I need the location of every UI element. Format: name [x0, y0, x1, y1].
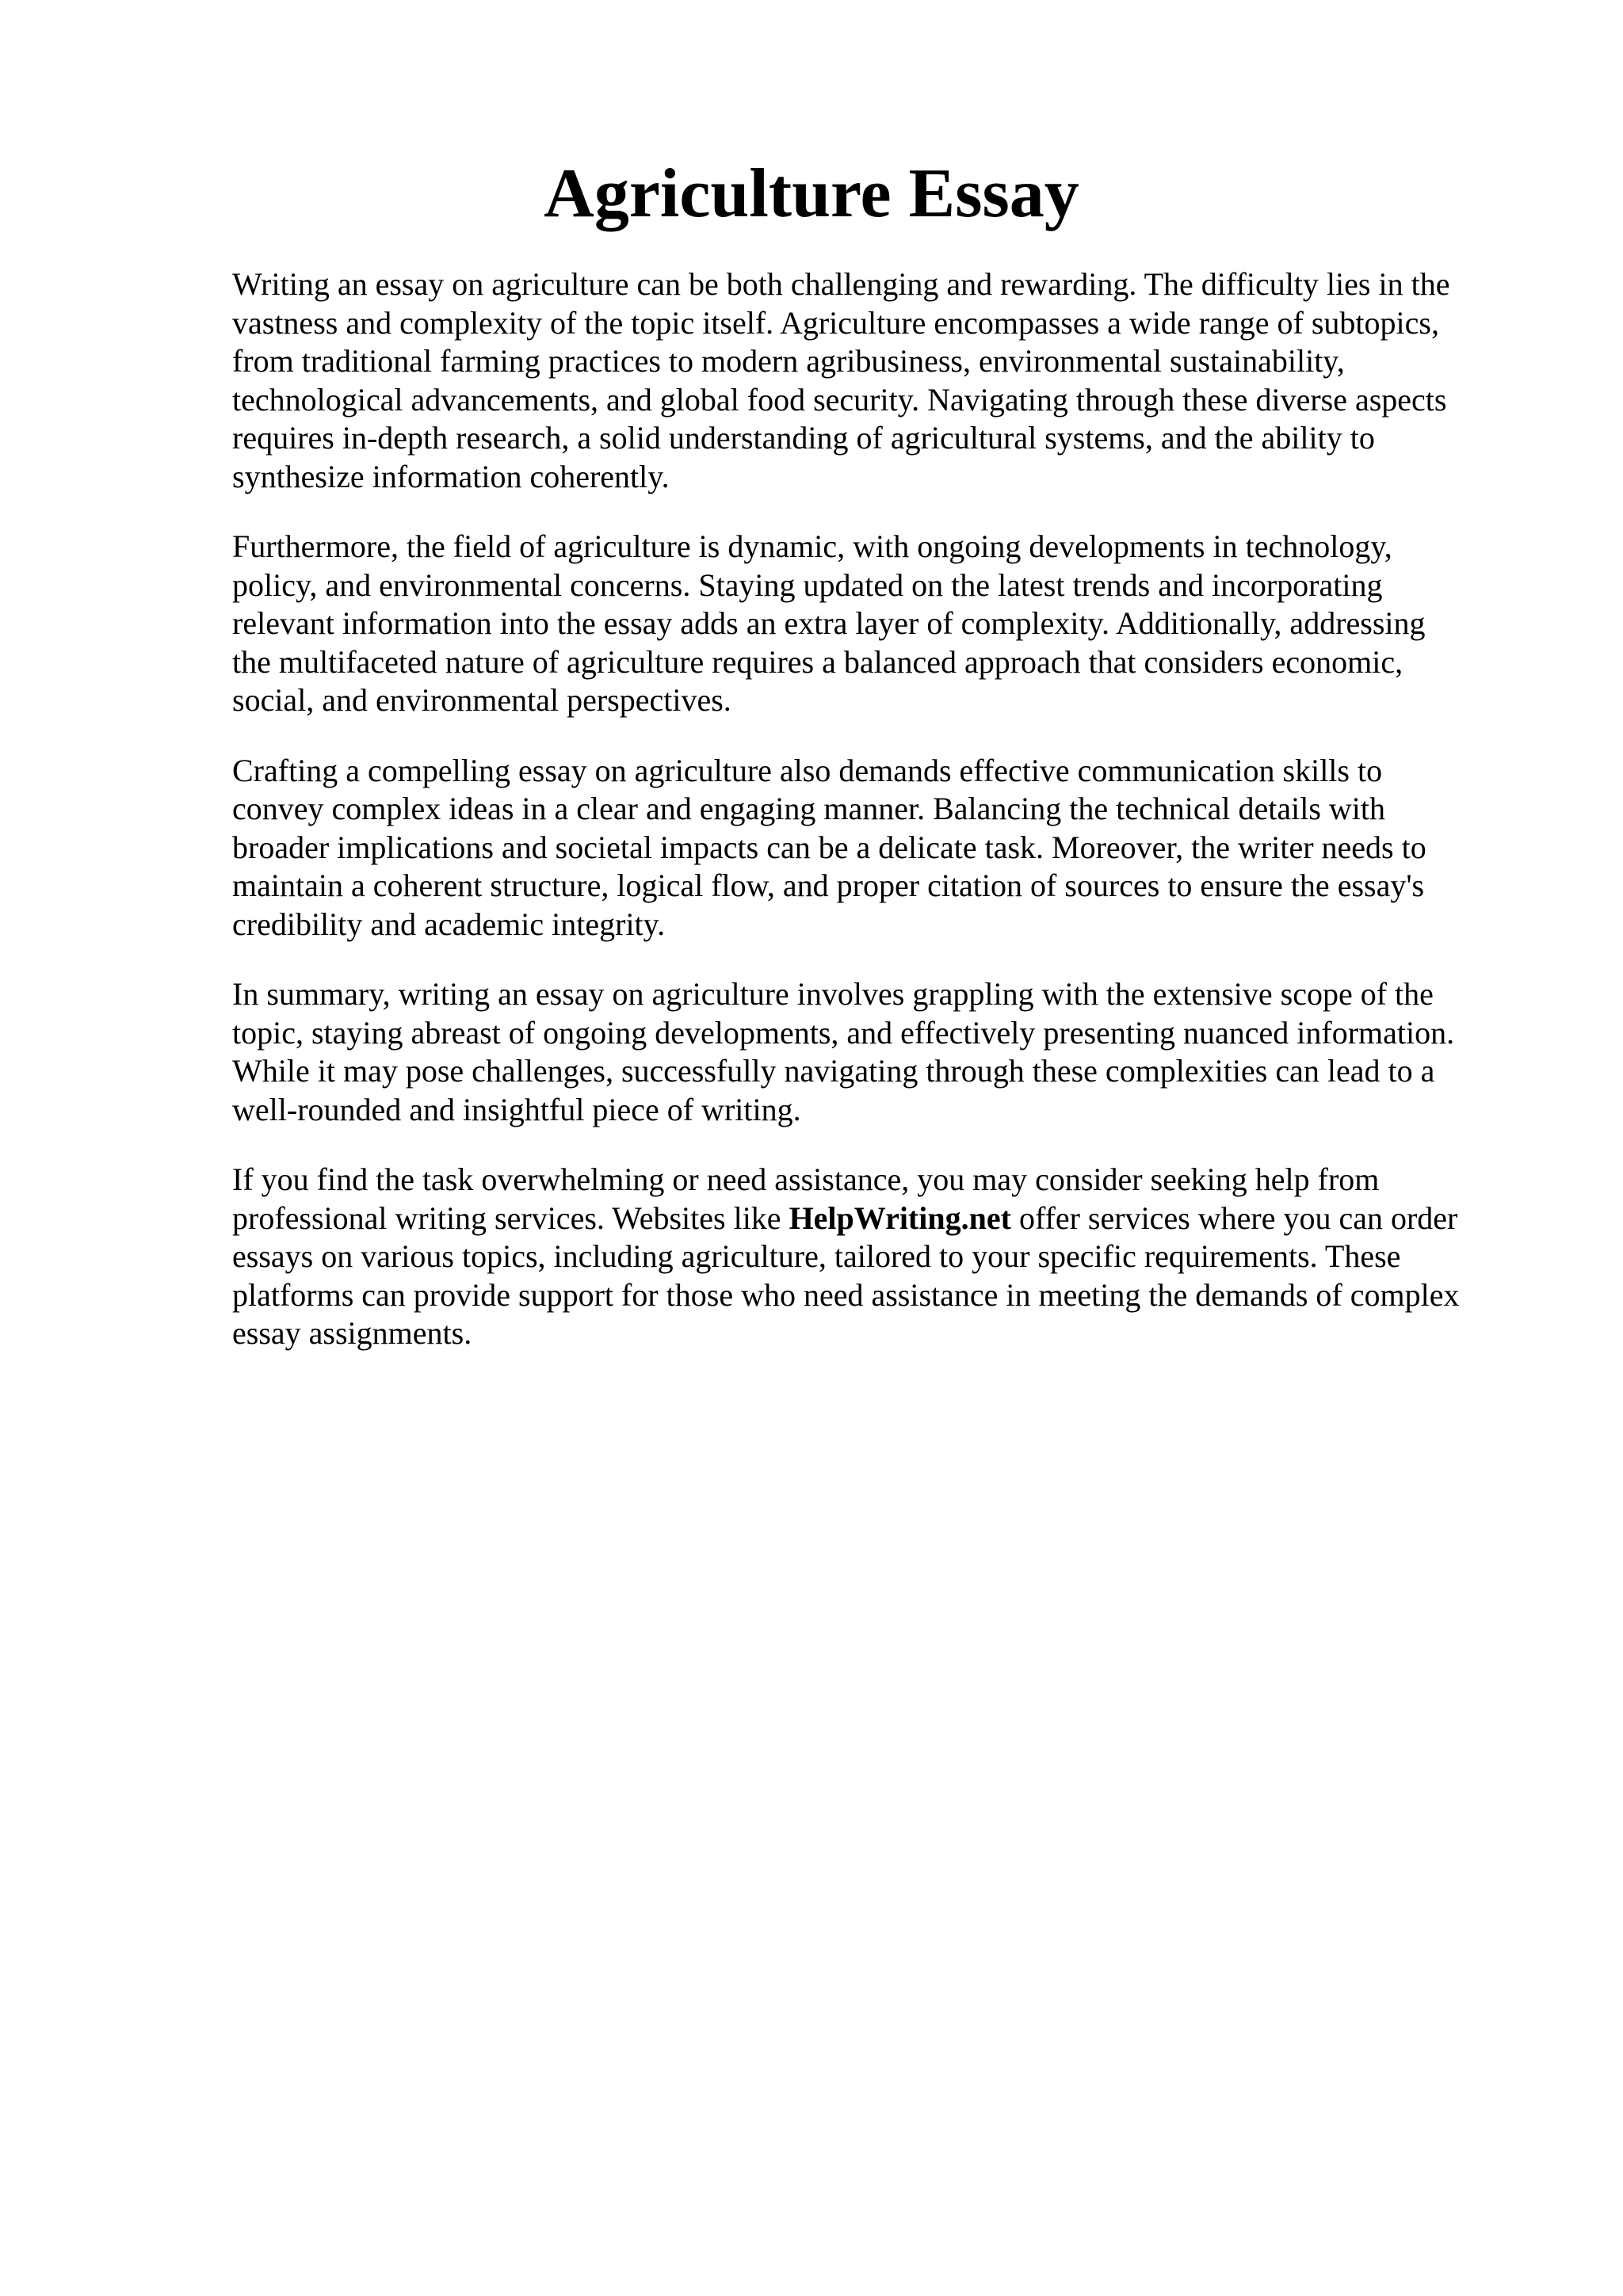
text-line: technological advancements, and global food security. Navigating through these diverse aspects — [232, 381, 1447, 418]
text-line: convey complex ideas in a clear and engaging manner. Balancing the technical details with — [232, 791, 1386, 826]
text-line: broader implications and societal impacts can be a delicate task. Moreover, the writer needs to — [232, 829, 1426, 865]
text-line: Crafting a compelling essay on agriculture also demands effective communication skills to — [232, 752, 1383, 788]
brand-name: HelpWriting.net — [789, 1199, 1011, 1236]
text-line: If you find the task overwhelming or need assistance, you may consider seeking help from — [232, 1161, 1380, 1197]
text-line: Furthermore, the field of agriculture is dynamic, with ongoing developments in technology, — [232, 528, 1392, 564]
document-body — [232, 265, 1532, 1385]
text-line: essay assignments. — [232, 1315, 472, 1351]
text-line: requires in-depth research, a solid understanding of agricultural systems, and the ability to — [232, 420, 1375, 456]
text-fragment: professional writing services. Websites like — [232, 1199, 781, 1236]
text-line: maintain a coherent structure, logical flow, and proper citation of sources to ensure the essay's — [232, 868, 1425, 903]
paragraph-intro — [232, 265, 1532, 496]
text-line: well-rounded and insightful piece of writing. — [232, 1091, 801, 1127]
text-line: relevant information into the essay adds an extra layer of complexity. Additionally, addressing — [232, 605, 1426, 641]
text-line: Writing an essay on agriculture can be both challenging and rewarding. The difficulty lies in the — [232, 266, 1450, 302]
text-line: platforms can provide support for those who need assistance in meeting the demands of complex — [232, 1276, 1460, 1313]
paragraph-dynamic-field — [232, 528, 1532, 720]
text-line: topic, staying abreast of ongoing developments, and effectively presenting nuanced information. — [232, 1014, 1455, 1051]
text-line: from traditional farming practices to modern agribusiness, environmental sustainability, — [232, 343, 1345, 379]
text-line: vastness and complexity of the topic itself. Agriculture encompasses a wide range of subtopics, — [232, 304, 1439, 341]
text-line: essays on various topics, including agriculture, tailored to your specific requirements. These — [232, 1238, 1401, 1274]
text-line: synthesize information coherently. — [232, 458, 670, 494]
text-line: policy, and environmental concerns. Staying updated on the latest trends and incorporating — [232, 566, 1383, 603]
text-line: In summary, writing an essay on agriculture involves grappling with the extensive scope of the — [232, 976, 1434, 1012]
text-line: While it may pose challenges, successfully navigating through these complexities can lead to a — [232, 1053, 1435, 1089]
text-fragment: offer services where you can order — [1018, 1199, 1458, 1236]
text-line: credibility and academic integrity. — [232, 906, 666, 942]
paragraph-communication — [232, 752, 1532, 944]
document-title: Agriculture Essay — [544, 155, 1079, 232]
text-line-with-brand — [232, 1199, 1532, 1238]
paragraph-closing — [232, 1161, 1532, 1353]
text-line: social, and environmental perspectives. — [232, 682, 731, 718]
text-line: the multifaceted nature of agriculture requires a balanced approach that considers economic, — [232, 643, 1403, 680]
paragraph-summary — [232, 975, 1532, 1129]
